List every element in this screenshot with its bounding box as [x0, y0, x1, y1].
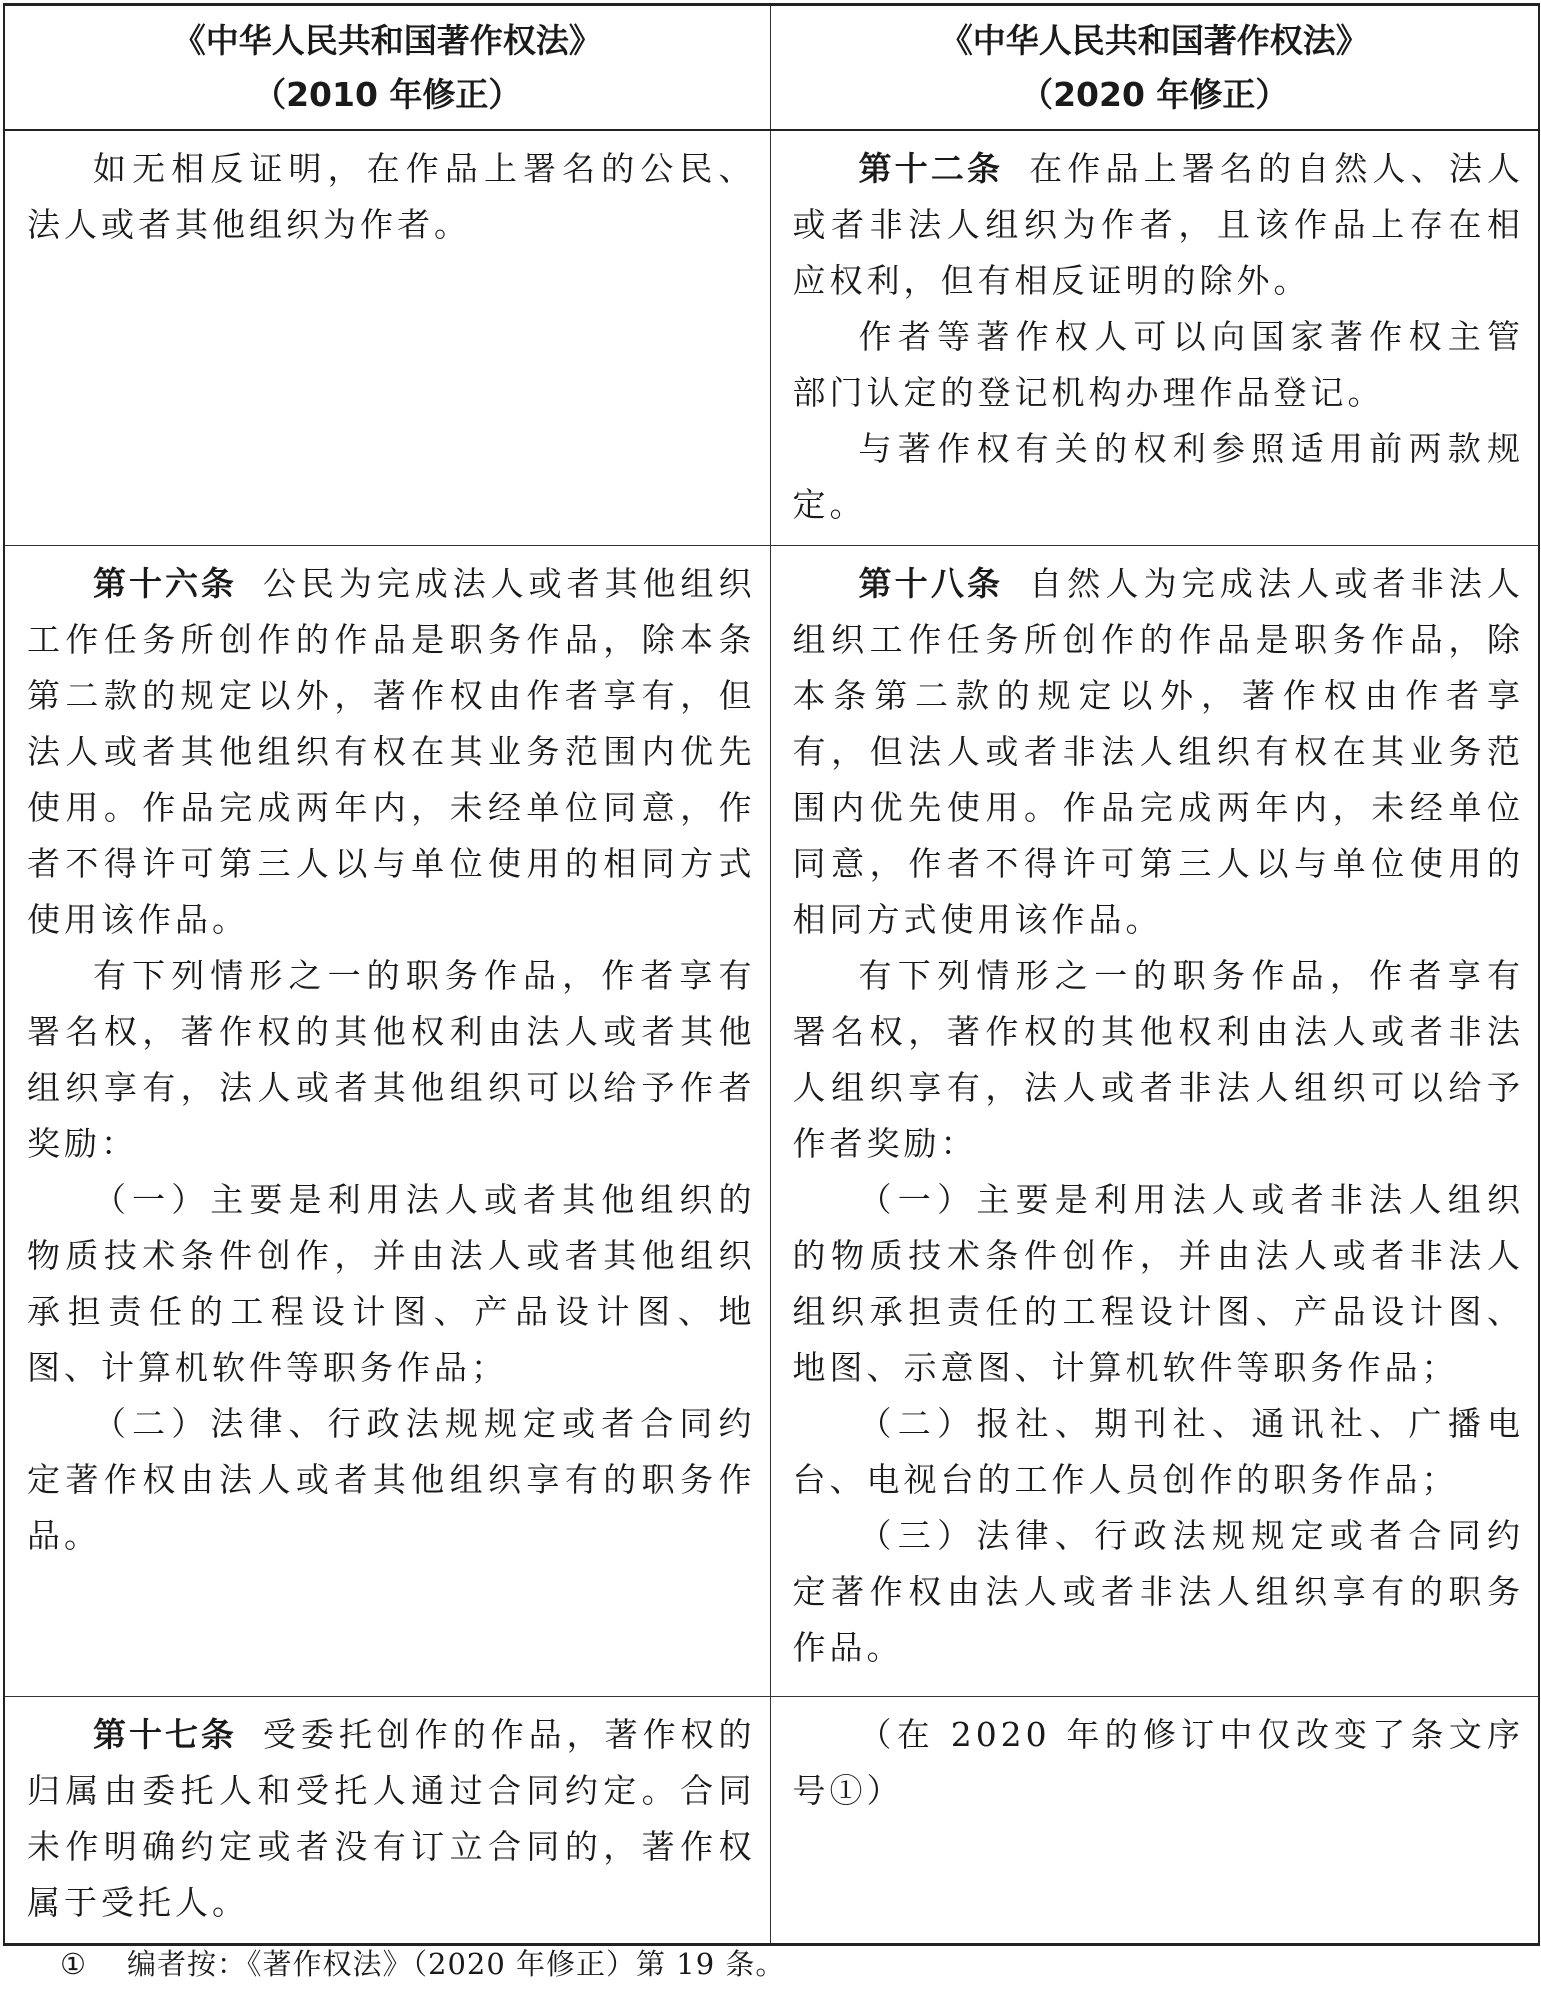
paragraph [793, 948, 1525, 1172]
table-row [4, 1697, 1539, 1945]
paragraph [793, 421, 1525, 533]
header-left [4, 5, 770, 131]
article-number: 第十六条 [93, 564, 237, 603]
paragraph [793, 1707, 1525, 1819]
footnote-mark: ① [60, 1947, 87, 1981]
footnote-text: 编者按：《著作权法》（2020 年修正）第 19 条。 [127, 1947, 786, 1981]
cell-2020 [770, 130, 1539, 546]
header-left-subtitle: （2010 年修正） [253, 74, 522, 114]
article-number: 第十七条 [93, 1715, 237, 1754]
cell-2020 [770, 1697, 1539, 1945]
paragraph [793, 556, 1525, 948]
paragraph-text: （一）主要是利用法人或者其他组织的物质技术条件创作，并由法人或者其他组织承担责任的工程设计图、产品设计图、地图、计算机软件等职务作品； [27, 1180, 756, 1387]
paragraph [27, 1707, 756, 1931]
paragraph [27, 1172, 756, 1396]
table-row [4, 130, 1539, 546]
paragraph [27, 1396, 756, 1564]
paragraph-text: 公民为完成法人或者其他组织工作任务所创作的作品是职务作品，除本条第二款的规定以外，著作权由作者享有，但法人或者其他组织有权在其业务范围内优先使用。作品完成两年内，未经单位同意，作者不得许可第三人以与单位使用的相同方式使用该作品。 [27, 564, 756, 939]
paragraph [793, 141, 1525, 309]
paragraph [27, 556, 756, 948]
paragraph-text: 如无相反证明，在作品上署名的公民、法人或者其他组织为作者。 [27, 149, 756, 244]
cell-2010 [4, 130, 770, 546]
paragraph-text: 与著作权有关的权利参照适用前两款规定。 [792, 429, 1524, 524]
article-number: 第十二条 [858, 149, 1004, 188]
paragraph-text: 受委托创作的作品，著作权的归属由委托人和受托人通过合同约定。合同未作明确约定或者没有订立合同的，著作权属于受托人。 [27, 1715, 756, 1922]
paragraph-text: 作者等著作权人可以向国家著作权主管部门认定的登记机构办理作品登记。 [792, 317, 1524, 412]
paragraph-text: 有下列情形之一的职务作品，作者享有署名权，著作权的其他权利由法人或者非法人组织享有，法人或者非法人组织可以给予作者奖励： [792, 956, 1524, 1163]
header-right-subtitle: （2020 年修正） [1020, 74, 1289, 114]
paragraph-text: （一）主要是利用法人或者非法人组织的物质技术条件创作，并由法人或者非法人组织承担责任的工程设计图、产品设计图、地图、示意图、计算机软件等职务作品； [792, 1180, 1524, 1387]
paragraph [793, 1172, 1525, 1396]
table-header-row [4, 5, 1539, 131]
paragraph-text: 有下列情形之一的职务作品，作者享有署名权，著作权的其他权利由法人或者其他组织享有，法人或者其他组织可以给予作者奖励： [27, 956, 756, 1163]
header-right-title: 《中华人民共和国著作权法》 [939, 20, 1369, 60]
paragraph [793, 309, 1525, 421]
paragraph [27, 141, 756, 253]
paragraph [793, 1508, 1525, 1676]
header-left-title: 《中华人民共和国著作权法》 [172, 20, 602, 60]
comparison-table [3, 3, 1540, 1946]
table-row [4, 546, 1539, 1697]
paragraph-text: 自然人为完成法人或者非法人组织工作任务所创作的作品是职务作品，除本条第二款的规定以外，著作权由作者享有，但法人或者非法人组织有权在其业务范围内优先使用。作品完成两年内，未经单位同意，作者不得许可第三人以与单位使用的相同方式使用该作品。 [792, 564, 1524, 939]
footnote [60, 1944, 785, 1984]
paragraph-text: （二）法律、行政法规规定或者合同约定著作权由法人或者其他组织享有的职务作品。 [27, 1404, 756, 1555]
cell-2010 [4, 1697, 770, 1945]
paragraph-text: （在 2020 年的修订中仅改变了条文序号①） [792, 1715, 1524, 1810]
article-number: 第十八条 [858, 564, 1004, 603]
paragraph [27, 948, 756, 1172]
paragraph [793, 1396, 1525, 1508]
header-right [770, 5, 1539, 131]
paragraph-text: （三）法律、行政法规规定或者合同约定著作权由法人或者非法人组织享有的职务作品。 [792, 1516, 1524, 1667]
paragraph-text: 在作品上署名的自然人、法人或者非法人组织为作者，且该作品上存在相应权利，但有相反证明的除外。 [792, 149, 1524, 300]
cell-2010 [4, 546, 770, 1697]
paragraph-text: （二）报社、期刊社、通讯社、广播电台、电视台的工作人员创作的职务作品； [792, 1404, 1524, 1499]
cell-2020 [770, 546, 1539, 1697]
